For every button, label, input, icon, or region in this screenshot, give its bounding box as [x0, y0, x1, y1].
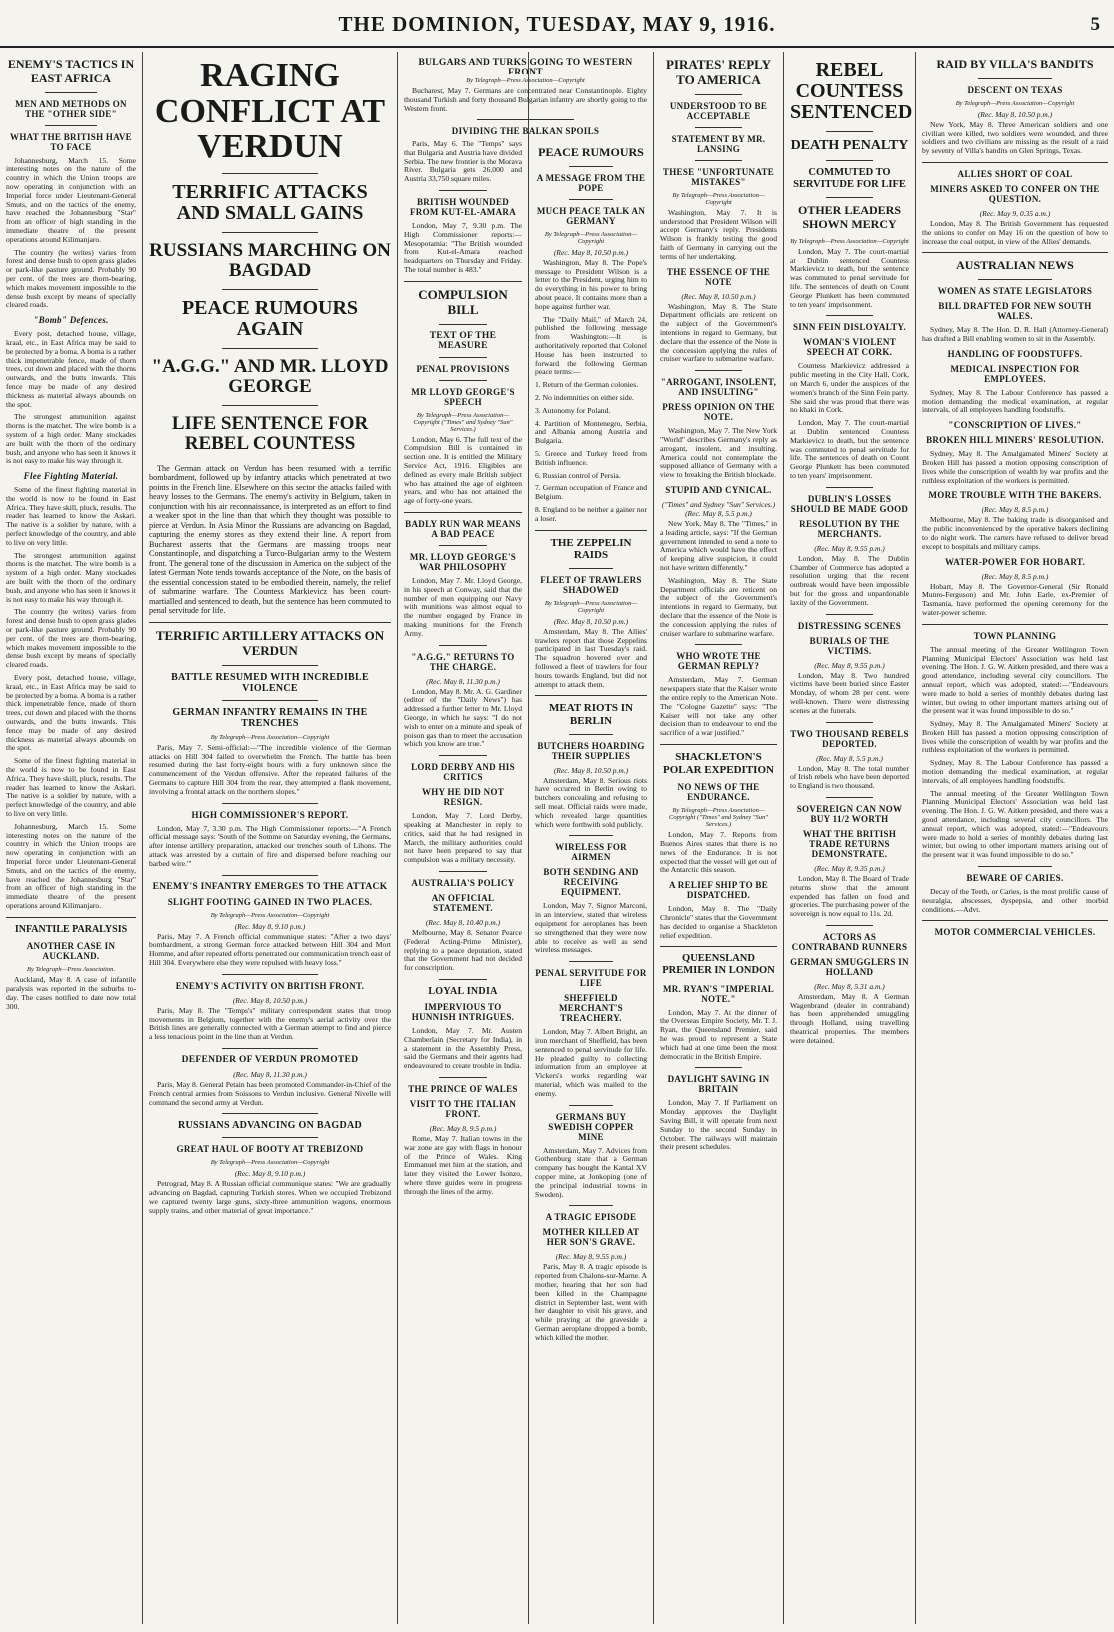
headline: ENEMY'S TACTICS IN EAST AFRICA — [7, 57, 135, 85]
banner-article — [398, 74, 653, 138]
article-text: Hobart, May 8. The Governor-General (Sir Ronald Munro-Ferguson) and Mr. John Earle, ex-Premier of Tasmania, have performed the opening ceremony for the water-power scheme. — [922, 581, 1108, 617]
column-verdun — [143, 52, 397, 1624]
subheadline: AUSTRALIA'S POLICY — [411, 877, 515, 888]
article-text: London, May 7, 3.30 p.m. The High Commissioner reports:—"A French official message says: 'South of the Somme on Saturday evening, the Germans, after intense artillery preparation, attacked our trenches south of Lihons. The attack was arrested by a curtain of fire and dispersed before reaching our barbed wire.'" — [149, 823, 391, 868]
subheadline: BRITISH WOUNDED FROM KUT-EL-AMARA — [409, 196, 516, 217]
subheadline: BEWARE OF CARIES. — [966, 873, 1064, 884]
article-text: London, May 7. Reports from Buenos Aires states that there is no news of the Endurance. It is not expected that the vessel will get out of the Antarctic this season. — [660, 830, 777, 875]
received-date: (Rec. May 8, 5.5 p.m.) — [816, 753, 883, 763]
article-text: Amsterdam, May 8. A German Wagenbrand (dealer in contraband) has been apprehended smuggling through Holland, using travelling theatrical properties. The members were detained. — [790, 991, 909, 1045]
divider — [222, 803, 319, 804]
credit-line: By Telegraph—Press Association—Copyright — [544, 230, 638, 245]
subheadline: MOTOR COMMERCIAL VEHICLES. — [934, 927, 1096, 938]
subheadline: FLEET OF TRAWLERS SHADOWED — [540, 574, 642, 595]
divider — [695, 127, 742, 128]
subheadline: PRESS OPINION ON THE NOTE. — [662, 402, 775, 423]
divider — [222, 405, 319, 406]
column-pirates-reply — [654, 52, 783, 1624]
divider — [978, 78, 1052, 79]
subheadline: STUPID AND CYNICAL. — [665, 485, 772, 496]
divider — [569, 199, 614, 200]
list-item: 2. No indemnities on either side. — [535, 392, 634, 402]
subheadline: MR. RYAN'S "IMPERIAL NOTE." — [662, 983, 775, 1004]
article-text: The strongest ammunition against thorns is the matchet. The wire bomb is a system of a high order. Many stockades are built with the thorn of the ordinary bush, and anyone who has seen it knows it is not easy to make his way through it. — [6, 412, 136, 466]
subheadline: DAYLIGHT SAVING IN BRITAIN — [667, 1074, 770, 1095]
subheadline: PENAL SERVITUDE FOR LIFE — [535, 968, 647, 989]
divider — [826, 315, 874, 316]
page-number: 5 — [1090, 14, 1100, 35]
article-text: Sydney, May 8. The Amalgamated Miners' Society at Broken Hill has passed a motion opposing conscription of lives while the conscription of wealth by war profits and the ruthless exploitation of the workers is permitted. — [922, 449, 1108, 485]
divider — [695, 94, 742, 95]
subheadline: GERMAN SMUGGLERS IN HOLLAND — [790, 956, 909, 977]
headline: AUSTRALIAN NEWS — [956, 258, 1074, 273]
received-date: (Rec. May 8, 8.5 p.m.) — [981, 505, 1049, 515]
article-text: London, May 8. The Board of Trade returns show that the amount expended has fallen on food and groceries. The purchasing power of the sovereign is now equal to 11s. 2d. — [790, 873, 909, 919]
divider — [149, 622, 391, 623]
article-text: Amsterdam, May 7. German newspapers state that the Kaiser wrote the entire reply to the American Note. The "Cologne Gazette" says: "The Kaiser will not take any other decision than to endeavour to end the sacrifice of a war justified." — [660, 675, 777, 738]
divider — [569, 961, 614, 962]
divider — [695, 1067, 742, 1068]
divider — [826, 797, 874, 798]
subheadline: ACTORS AS CONTRABAND RUNNERS — [791, 931, 908, 952]
article-text: Melbourne, May 8. Senator Pearce (Federal Acting-Prime Minister), replying to a peace deputation, stated that the Government had not decided for conscription. — [404, 927, 522, 973]
subheadline: RUSSIANS ADVANCING ON BAGDAD — [177, 1120, 363, 1132]
article-text: Washington, May 8. The State Department officials are reticent on the subject of the Government's intentions in regard to Germany, but declare that the essence of the Note is the concession applying the rules of cruiser warfare to submarine warfare. — [660, 301, 777, 364]
article-text: Paris, May 8. The "Temps's" military correspondent states that troop movements in Belgium, together with the enemy's aerial activity over the British lines are generally connected with a German attempt to find and pierce a less tenacious point in the line than at Verdun. — [149, 1005, 391, 1042]
article-text: Auckland, May 8. A case of infantile paralysis was reported in the suburbs to-day. The cases notified to date now total 300. — [6, 975, 136, 1011]
subheadline: GERMAN INFANTRY REMAINS IN THE TRENCHES — [172, 706, 368, 729]
credit-line: By Telegraph—Press Association—Copyright ("Times" and Sydney "Sun" Services.) — [668, 807, 769, 829]
received-date: (Rec. May 8, 9.10 p.m.) — [234, 1169, 306, 1179]
subheadline: THESE "UNFORTUNATE MISTAKES" — [662, 166, 775, 187]
article-text: The country (he writes) varies from forest and dense bush to open grass glades or park-like pasture ground. Probably 90 per cent. of the trees are thorn-bearing, which makes movement impossible to the dense bush except by means of specially cleared roads. — [6, 607, 136, 670]
subheadline: MUCH PEACE TALK AN GERMANY — [536, 205, 646, 226]
headline: LIFE SENTENCE FOR REBEL COUNTESS — [171, 412, 369, 454]
credit-line: By Telegraph—Press Association—Copyright — [790, 237, 909, 245]
subheadline: ENEMY'S INFANTRY EMERGES TO THE ATTACK — [152, 881, 388, 892]
article-text: London, May 8. The "Daily Chronicle" states that the Government has decided to organise a Shackleton relief expedition. — [660, 904, 777, 940]
divider — [439, 755, 486, 756]
received-date: (Rec. May 9, 0.35 a.m.) — [979, 208, 1051, 218]
subheadline: STATEMENT BY MR. LANSING — [671, 133, 766, 154]
divider — [222, 700, 319, 701]
divider — [222, 173, 319, 174]
received-date: (Rec. May 8, 11.30 p.m.) — [426, 676, 500, 686]
masthead-title: THE DOMINION, TUESDAY, MAY 9, 1916. — [338, 12, 776, 36]
article-text: Washington, May 7. The New York "World" describes Germany's reply as arrogant, insolent, and insulting. America could not contemplate the supposed alliance of Germany with a view to breaking the British blockade. — [660, 426, 777, 480]
received-date: ("Times" and Sydney "Sun" Services.) (Rec. May 8, 5.5 p.m.) — [661, 500, 776, 519]
subheadline: WATER-POWER FOR HOBART. — [944, 556, 1085, 567]
subheadline: BOTH SENDING AND RECEIVING EQUIPMENT. — [543, 867, 639, 898]
headline: RAID BY VILLA'S BANDITS — [936, 57, 1094, 71]
article-text: London, May 7. Albert Bright, an iron merchant of Sheffield, has been sentenced to penal servitude for life. He pleaded guilty to collecting information from an employee at Vickers's works regarding war material, which was mailed to the enemy. — [535, 1027, 647, 1098]
credit-line: By Telegraph—Press Association—Copyright — [210, 733, 330, 741]
article-text: London, May 8. The Dublin Chamber of Commerce has adopted a resolution urging that the recent outbreak would have been impossible but for the gross and unpardonable laxity of the Government. — [790, 553, 909, 607]
received-date: (Rec. May 8, 10.50 p.m.) — [553, 616, 629, 626]
headline: THE ZEPPELIN RAIDS — [550, 536, 632, 562]
subheadline: TEXT OF THE MEASURE — [429, 330, 497, 351]
subheadline: RESOLUTION BY THE MERCHANTS. — [799, 518, 900, 539]
subheadline: WHAT THE BRITISH HAVE TO FACE — [10, 131, 132, 152]
subheadline: THE ESSENCE OF THE NOTE — [666, 266, 771, 287]
divider — [922, 252, 1108, 253]
subheadline: PENAL PROVISIONS — [416, 363, 510, 374]
article-text: Paris, May 8. General Petain has been promoted Commander-in-Chief of the French central armies from Soissons to Verdun inclusive. General Nivelle will command the second army at Verdun. — [149, 1079, 391, 1107]
subheadline: A RELIEF SHIP TO BE DISPATCHED. — [668, 880, 769, 901]
received-date: (Rec. May 8, 10.50 p.m.) — [232, 995, 308, 1005]
subheadline: MEN AND METHODS ON THE "OTHER SIDE" — [15, 98, 127, 119]
headline: TERRIFIC ATTACKS AND SMALL GAINS — [172, 181, 368, 225]
headline: PEACE RUMOURS — [538, 145, 644, 159]
column-east-africa — [0, 52, 142, 1624]
list-item: 4. Partition of Montenegro, Serbia, and Albania among Austria and Bulgaria. — [535, 418, 647, 446]
article-text: Rome, May 7. Italian towns in the war zone are gay with flags in honour of the Prince of Wales. King Emmanuel met him at the station, and later they visited the Lower Isonzo, where three guides were in progress through the lines of the army. — [404, 1133, 522, 1196]
divider — [477, 119, 574, 120]
subheadline: THE PRINCE OF WALES — [408, 1083, 518, 1094]
article-text: Sydney, May 8. The Amalgamated Miners' Society at Broken Hill has passed a motion opposing conscription of lives while the conscription of wealth by war profits and the ruthless exploitation of the workers is permitted. — [922, 719, 1108, 755]
subheadline: BROKEN HILL MINERS' RESOLUTION. — [926, 435, 1104, 446]
divider — [222, 665, 319, 666]
masthead — [0, 0, 1114, 48]
article-text: New York, May 8. The "Times," in a leading article, says: "If the German government intended to send a note to America which would have the effect of keeping alive suspicion, it could not have written differently." — [660, 519, 777, 572]
divider — [660, 946, 777, 947]
subheadline: BILL DRAFTED FOR NEW SOUTH WALES. — [938, 301, 1092, 322]
article-text: London, May 7. Signor Marconi, in an interview, stated that wireless equipment for aeroplanes has been so strengthened that they were now able to receive as well as send wireless messages. — [535, 901, 647, 955]
article-text: London, May 7. Mr. Lloyd George, in his speech at Conway, said that the number of men equipping our Navy with munitions was almost equal to the number engaged by France in making munitions for the French Army. — [404, 576, 522, 638]
divider — [535, 530, 647, 531]
divider — [404, 281, 522, 282]
list-item: 8. England to be neither a gainer nor a loser. — [535, 504, 647, 523]
received-date: (Rec. May 8, 9.35 p.m.) — [814, 863, 885, 873]
list-item: 7. German occupation of France and Belgium. — [535, 483, 647, 502]
divider — [826, 160, 874, 161]
article-text: Amsterdam, May 8. The Allies' trawlers report that those Zeppelins participated in last Tuesday's raid. The squadron hovered over and followed a fleet of trawlers for four hours towards England, but did not attempt to attack them. — [535, 626, 647, 689]
subheadline: VISIT TO THE ITALIAN FRONT. — [409, 1098, 517, 1119]
advertisement-text: Decay of the Teeth, or Caries, is the most prolific cause of neuralgia, abscesses, dyspepsia, and other morbid conditions.—Advt. — [922, 887, 1108, 914]
divider — [826, 131, 874, 132]
article-text: Paris, May 8. A tragic episode is reported from Chalons-sur-Marne. A mother, hearing that her son had been killed in the Champagne district in September last, went with her daughter to visit his grave, and while praying at the graveside a German aeroplane dropped a bomb, which killed the mother. — [535, 1262, 647, 1342]
subheadline: ANOTHER CASE IN AUCKLAND. — [26, 941, 116, 962]
divider — [222, 1048, 319, 1049]
divider — [439, 380, 486, 381]
subheadline: BATTLE RESUMED WITH INCREDIBLE VIOLENCE — [171, 671, 369, 694]
subheadline: SINN FEIN DISLOYALTY. — [792, 322, 907, 333]
subheadline: SLIGHT FOOTING GAINED IN TWO PLACES. — [167, 896, 373, 907]
credit-line: By Telegraph—Press Association—Copyright — [210, 1159, 330, 1167]
article-text: The annual meeting of the Greater Wellington Town Planning Municipal Electors' Association was held last evening. The Hon. J. G. W. Aitken presided, and there was a good attendance, including several city councillors. The annual report, which was adopted, stated:—"Endeavours were made to hold a series of monthly debates during last winter, but owing to other important matters arising out of the present war it was found impossible to do so." — [922, 644, 1108, 716]
article-text: Paris, May 7. Semi-official:—"The incredible violence of the German attacks on Hill 304 failed to overwhelm the French. The battle has been resumed during the last forty-eight hours with a fury unknown since the commencement of the Verdun offensive. After the repeated failures of the Germans to capture Hill 304 from the rear, they attempted a flank movement, involving a frontal attack on the northern slopes." — [149, 742, 391, 796]
subheadline: WOMAN'S VIOLENT SPEECH AT CORK. — [802, 337, 897, 358]
divider — [569, 1205, 614, 1206]
subheadline: DUBLIN'S LOSSES SHOULD BE MADE GOOD — [790, 493, 909, 514]
article-text: London, May 7. The court-martial at Dublin sentenced Countess Markievicz to death, but the sentence was commuted to penal servitude for life. The sentences of death on Count George Plunkett has been commuted to ten years' imprisonment. — [790, 418, 909, 480]
article-text: The country (he writes) varies from forest and dense bush to open grass glades or park-like pasture ground. Probably 90 per cent. of the trees are thorn-bearing, which makes movement impossible to the dense bush except by means of specially cleared roads. — [6, 247, 136, 310]
divider — [535, 695, 647, 696]
headline: TERRIFIC ARTILLERY ATTACKS ON VERDUN — [155, 627, 385, 658]
article-text: The "Daily Mail," of March 24, published the following message from Washington:—It is authoritatively reported that Colonel House has been instructed to forward the following German peace terms:— — [535, 314, 647, 377]
subheadline: DESCENT ON TEXAS — [967, 84, 1063, 95]
divider — [222, 1137, 319, 1138]
subheadline: SHEFFIELD MERCHANT'S TREACHERY. — [558, 993, 623, 1024]
received-date: (Rec. May 8, 9.55 p.m.) — [814, 543, 885, 553]
subheadline: ENEMY'S ACTIVITY ON BRITISH FRONT. — [175, 980, 365, 991]
subheadline: MR. LLOYD GEORGE'S WAR PHILOSOPHY — [409, 552, 517, 573]
article-text: London, May 7. Mr. Austen Chamberlain (Secretary for India), in a statement in the Assembly Press, said the Germans and their agents had endeavoured to create trouble in India. — [404, 1025, 522, 1071]
article-text: The annual meeting of the Greater Wellington Town Planning Municipal Electors' Association was held last evening. The Hon. J. G. W. Aitken presided, and there was a good attendance, including several city councillors. The annual report, which was adopted, stated:—"Endeavours were made to hold a series of monthly debates during last winter, but owing to other important matters arising out of the present war it was found impossible to do so." — [922, 788, 1108, 860]
credit-line: By Telegraph—Press Association—Copyright — [210, 911, 330, 919]
headline: RUSSIANS MARCHING ON BAGDAD — [149, 240, 391, 281]
section-subhead: Flee Fighting Material. — [23, 471, 119, 482]
headline: COMMUTED TO SERVITUDE FOR LIFE — [793, 167, 906, 191]
article-text: Paris, May 6. The "Temps" says that Bulgaria and Austria have divided Serbia. The new frontier is the Morava River. Bulgaria gets 26,000 and Austria 33,750 square miles. — [404, 140, 522, 184]
article-text: Melbourne, May 8. The baking trade is disorganised and the public inconvenienced by the operative bakers declining to do night work. The carters have refused to deliver bread except to hospitals and military camps. — [922, 515, 1108, 551]
subheadline: TWO THOUSAND REBELS DEPORTED. — [790, 728, 909, 749]
divider — [569, 734, 614, 735]
divider — [45, 92, 97, 93]
subheadline: ALLIES SHORT OF COAL — [957, 168, 1073, 179]
divider — [439, 979, 486, 980]
subheadline: "A.G.G." RETURNS TO THE CHARGE. — [411, 651, 515, 672]
subheadline: WHAT THE BRITISH TRADE RETURNS DEMONSTRATE. — [802, 828, 897, 859]
divider — [569, 568, 614, 569]
article-text: Sydney, May 8. The Labour Conference has passed a motion demanding the medical examination, at regular intervals, of all employees handling foodstuffs. — [922, 758, 1108, 785]
list-item: 6. Russian control of Persia. — [535, 470, 621, 480]
divider — [826, 614, 874, 615]
headline: DEATH PENALTY — [790, 138, 909, 153]
banner-block — [398, 52, 653, 74]
received-date: (Rec. May 8, 9.5 p.m.) — [429, 1123, 497, 1133]
divider — [439, 357, 486, 358]
banner-headline: BULGARS AND TURKS GOING TO WESTERN FRONT — [418, 58, 633, 74]
credit-line: By Telegraph—Press Association—Copyright — [672, 191, 765, 206]
received-date: (Rec. May 8, 9.55 p.m.) — [555, 1252, 627, 1262]
article-text: London, May 7. If Parliament on Monday approves the Daylight Saving Bill, it will operate from next Sunday to the second Sunday in October. The railways will maintain their present schedules. — [660, 1098, 777, 1152]
received-date: (Rec. May 8, 10.40 p.m.) — [425, 917, 501, 927]
subheadline: LOYAL INDIA — [428, 985, 498, 997]
subheadline: WOMEN AS STATE LEGISLATORS — [937, 286, 1093, 297]
list-item: 5. Greece and Turkey freed from British influence. — [535, 448, 647, 467]
article-text: Johannesburg, March 15. Some interesting notes on the nature of the country in which the Union troops are now operating in conjunction with an Imperial force under Lieutenant-General Smuts, and on the tactics of the enemy, have reached the Johannesburg "Star" from an officer of high standing in the immediate theatre of the present operations around Kilimanjaro. — [6, 821, 136, 910]
article-text: Amsterdam, May 7. Advices from Gothenburg state that a German company has bought the Kantal XV copper mine, at Jonkoping (one of the principal industrial towns in Sweden). — [535, 1145, 647, 1199]
divider — [439, 1077, 486, 1078]
received-date: (Rec. May 8, 8.5 p.m.) — [981, 571, 1049, 581]
subheadline: SOVEREIGN CAN NOW BUY 11/2 WORTH — [796, 803, 903, 824]
divider — [45, 125, 97, 126]
article-text: Washington, May 8. The State Department officials are reticent on the subject of the Government's intentions in regard to Germany, but declare that the essence of the Note is the concession applying the rules of cruiser warfare to submarine warfare. — [660, 575, 777, 638]
divider — [695, 644, 742, 645]
headline: COMPULSION BILL — [418, 286, 508, 317]
received-date: (Rec. May 8, 5.31 a.m.) — [814, 981, 885, 991]
divider — [439, 545, 486, 546]
article-text: Some of the finest fighting material in the world is now to be found in East Africa. They have skill, pluck, results. The reader has learned to know the Askari. The native is a soldier by nature, with a perfect knowledge of the country, and able to live on very little. — [6, 485, 136, 547]
headline: INFANTILE PARALYSIS — [14, 923, 128, 935]
article-text: Countess Markievicz addressed a public meeting in the City Hall, Cork, on March 6, under the auspices of the women's branch of the Sinn Fein party. She said she was proud that there was no khaki in Cork. — [790, 361, 909, 415]
article-text: London, May 8. The British Government has requested the unions to confer on May 16 on the question of how to increase the coal output, in view of the Allies' demands. — [922, 218, 1108, 246]
headline: MEAT RIOTS IN BERLIN — [549, 702, 633, 728]
subheadline: A MESSAGE FROM THE POPE — [536, 172, 646, 193]
article-text: London, May 7. At the dinner of the Overseas Empire Society, Mr. T. J. Ryan, the Queensland Premier, said he was proud to represent a State which had at one time been the most democratic in the British Empire. — [660, 1007, 777, 1061]
subheadline: MORE TROUBLE WITH THE BAKERS. — [928, 490, 1102, 501]
subheadline: WIRELESS FOR AIRMEN — [555, 842, 627, 863]
received-date: (Rec. May 8, 10.50 p.m.) — [553, 247, 629, 257]
article-text: London, May 7. The court-martial at Dublin sentenced Countess Markievicz to death, but the sentence was commuted to penal servitude for life. The sentences of death on Count George Plunkett has been commuted to ten years' imprisonment. — [790, 246, 909, 309]
divider — [922, 920, 1108, 921]
subheadline: HANDLING OF FOODSTUFFS. — [947, 348, 1083, 359]
divider — [826, 197, 874, 198]
divider — [222, 875, 319, 876]
article-text: Sydney, May 8. The Hon. D. R. Hall (Attorney-General) has drafted a Bill enabling women to sit in the Assembly. — [922, 325, 1108, 343]
divider — [439, 645, 486, 646]
subheadline: DIVIDING THE BALKAN SPOILS — [451, 126, 600, 137]
subheadline: LORD DERBY AND HIS CRITICS — [411, 762, 515, 783]
divider — [922, 624, 1108, 625]
subheadline: TOWN PLANNING — [973, 630, 1057, 641]
article-text: Sydney, May 8. The Labour Conference has passed a motion demanding the medical examination, at regular intervals, of all employees handling foodstuffs. — [922, 387, 1108, 415]
divider — [660, 744, 777, 745]
received-date: (Rec. May 8, 10.50 p.m.) — [977, 109, 1053, 119]
article-text: Every post, detached house, village, kraal, etc., in East Africa may be said to be protected by a boma. A boma is a rather thick impenetrable fence, made of thorn trees, cut down and placed with the thorns outwards, and the butts inwards. This fence may be made of any desired thickness as material always abounds on the spot. — [6, 329, 136, 409]
received-date: (Rec. May 8, 10.50 p.m.) — [553, 765, 629, 775]
article-text: London, May 8. Mr. A. G. Gardiner (editor of the "Daily News") has addressed a further letter to Mr. Lloyd George, in which he says: "I do not wish to enter on a minute and speak of poison gas than to meet the accusation which you know are true." — [404, 686, 522, 749]
column-villa-raid — [916, 52, 1114, 1624]
subheadline: WHO WROTE THE GERMAN REPLY? — [676, 651, 761, 672]
subheadline: A TRAGIC EPISODE — [545, 1212, 637, 1223]
article-text: Bucharest, May 7. Germans are concentrated near Constantinople. Eighty thousand Turkish and forty thousand Bulgarian infantry are shortly going to the Western front. — [404, 86, 647, 113]
credit-line: By Telegraph—Press Association. — [26, 966, 116, 974]
article-text: Washington, May 7. It is understood that President Wilson will accept Germany's reply. Presidents Wilson is frankly testing the good faith of Germany in carrying out the terms of her undertaking. — [660, 207, 777, 261]
subheadline: DISTRESSING SCENES — [797, 620, 902, 631]
divider — [569, 1105, 614, 1106]
article-text: Johannesburg, March 15. Some interesting notes on the nature of the country in which the Union troops are now operating in conjunction with an Imperial force under Lieutenant-General Smuts, and on the tactics of the enemy, have reached the Johannesburg "Star" from an officer of high standing in the immediate theatre of the present operations around Kilimanjaro. — [6, 155, 136, 244]
subheadline: MEDICAL INSPECTION FOR EMPLOYEES. — [950, 363, 1080, 384]
article-text: Some of the finest fighting material in the world is now to be found in East Africa. They have skill, pluck, results. The reader has learned to know the Askari. The native is a soldier by nature, with a perfect knowledge of the country, and able to live on very little. — [6, 756, 136, 818]
subheadline: IMPERVIOUS TO HUNNISH INTRIGUES. — [411, 1001, 515, 1022]
divider — [978, 866, 1052, 867]
subheadline: AN OFFICIAL STATEMENT. — [431, 892, 495, 913]
received-date: (Rec. May 8, 11.30 p.m.) — [233, 1069, 307, 1079]
divider — [826, 722, 874, 723]
subheadline: "ARROGANT, INSOLENT, AND INSULTING" — [660, 377, 777, 398]
subheadline: GERMANS BUY SWEDISH COPPER MINE — [548, 1111, 634, 1142]
article-text: London, May 6. The full text of the Compulsion Bill is contained in section one. It is entitled the Military Service Act, 1916. Eligibles are defined as every male British subject who has attained the age of eighteen years, and who has not attained the age of forty-one years. — [404, 434, 522, 506]
headline: QUEENSLAND PREMIER IN LONDON — [662, 953, 775, 977]
article-text: Paris, May 7. A French official communique states: "After a two days' bombardment, a strong German force attacked between Hill 304 and Mort Homme, and after repeated efforts penetrated our communication trench east of Hill 304. Everywhere else they were repulsed with heavy loss." — [149, 931, 391, 967]
article-text: Washington, May 8. The Pope's message to President Wilson is a letter to the President, urging him to do everything in his power to bring about peace. It contains more than a hope against further war. — [535, 257, 647, 311]
divider — [978, 279, 1052, 280]
headline: PIRATES' REPLY TO AMERICA — [665, 57, 772, 87]
headline: SHACKLETON'S POLAR EXPEDITION — [663, 750, 774, 776]
news-summary: The German attack on Verdun has been resumed with a terrific bombardment, followed up by infantry attacks which penetrated at two points in the French line. Elsewhere on this sector the attacks failed with heavy losses to the Germans. The enemy's activity in Belgium, taken in conjunction with his air reconnaissance, is interpreted as an effort to find a weaker spot in the line than that which they thought was possible to pierce at Verdun. In Asia Minor the Russians are advancing on Bagdad, capturing the enemy stores as they extend their line. A report from Bucharest asserts that the Germans are massing troops near Constantinople, and dispatching a Turco-Bulgarian army to the Western front. The general tone of the discussion in America on the subject of the latest German Note tends towards acceptance of the Note, on the basis of the essential concession stated to be embodied therein, namely, the relief of submarine warfare. The Countess Markievicz has been court-martialled and sentenced to death, but the sentence has been commuted to penal servitude for life. — [149, 463, 391, 616]
received-date: (Rec. May 8, 9.55 p.m.) — [814, 660, 885, 670]
subheadline: WHY HE DID NOT RESIGN. — [421, 787, 505, 808]
subheadline: HIGH COMMISSIONER'S REPORT. — [191, 809, 349, 820]
article-text: Amsterdam, May 8. Serious riots have occurred in Berlin owing to butchers concealing and refusing to sell meat. Official raids were made, which revealed large quantities which were forthwith sold publicly. — [535, 775, 647, 829]
divider — [222, 289, 319, 290]
article-text: London, May 7, 9.30 p.m. The High Commissioner reports:—Mesopotamia: "The British wounded from Kut-el-Amara reached headquarters on Thursday and Friday. The total number is 483." — [404, 220, 522, 274]
list-item: 3. Autonomy for Poland. — [535, 405, 611, 415]
subheadline: GREAT HAUL OF BOOTY AT TREBIZOND — [176, 1144, 364, 1155]
divider — [439, 324, 486, 325]
subheadline: MR LLOYD GEORGE'S SPEECH — [411, 386, 515, 407]
headline: OTHER LEADERS SHOWN MERCY — [797, 203, 902, 232]
headline: REBEL COUNTESS SENTENCED — [790, 59, 913, 123]
article-text: Petrograd, May 8. A Russian official communique states: "We are gradually advancing on Bagdad, capturing Turkish stores. When we occupied Trebizond we captured twenty large guns, sixty-three ammunition wagons, enormous supply trains, and other material of great importance." — [149, 1179, 391, 1215]
subheadline: MOTHER KILLED AT HER SON'S GRAVE. — [542, 1227, 640, 1248]
section-subhead: "Bomb" Defences. — [33, 315, 109, 326]
article-text: New York, May 8. Three American soldiers and one civilian were killed, two soldiers were wounded, and three soldiers and two civilians are missing as the result of a raid by seventy of Villa's bandits on Glen Springs, Texas. — [922, 119, 1108, 156]
credit-line: By Telegraph—Press Association—Copyright — [544, 599, 638, 614]
column-rebel-countess — [784, 52, 915, 1624]
divider — [439, 190, 486, 191]
received-date: (Rec. May 8, 9.10 p.m.) — [234, 921, 306, 931]
divider — [826, 487, 874, 488]
divider — [222, 348, 319, 349]
subheadline: "CONSCRIPTION OF LIVES." — [948, 420, 1082, 431]
subheadline: BUTCHERS HOARDING THEIR SUPPLIES — [537, 740, 645, 761]
divider — [222, 232, 319, 233]
subheadline: DEFENDER OF VERDUN PROMOTED — [181, 1054, 359, 1065]
column-peace-rumours — [529, 140, 653, 1624]
credit-line: By Telegraph—Press Association—Copyright — [466, 77, 585, 84]
article-text: London, May 8. Two hundred victims have been buried since Easter Monday, of whom 28 per cent. were well-known. There were distressing scenes at the funerals. — [790, 670, 909, 715]
divider — [404, 512, 522, 513]
divider — [695, 160, 742, 161]
divider — [826, 925, 874, 926]
article-text: Every post, detached house, village, kraal, etc., in East Africa may be said to be protected by a boma. A boma is a rather thick impenetrable fence, made of thorn trees, cut down and placed with the thorns outwards, and the butts inwards. This fence may be made of any desired thickness as material always abounds on the spot. — [6, 673, 136, 753]
list-item: 1. Return of the German colonies. — [535, 380, 639, 390]
divider — [922, 162, 1108, 163]
subheadline: NO NEWS OF THE ENDURANCE. — [677, 782, 760, 803]
article-text: London, May 8. The total number of Irish rebels who have been deported to England is two thousand. — [790, 763, 909, 791]
credit-line: By Telegraph—Press Association—Copyright — [955, 99, 1075, 107]
divider — [569, 166, 614, 167]
divider — [222, 974, 319, 975]
article-text: The strongest ammunition against thorns is the matchet. The wire bomb is a system of a high order. Many stockades are built with the thorn of the ordinary bush, and anyone who has seen it knows it is not easy to make his way through it. — [6, 550, 136, 604]
article-text: London, May 7. Lord Derby, speaking at Manchester in reply to critics, said that he had resigned in March, the military authorities could not have been prepared to say that compulsion was a military necessity. — [404, 811, 522, 865]
column-compulsion — [398, 140, 528, 1624]
received-date: (Rec. May 8, 10.50 p.m.) — [681, 291, 756, 301]
divider — [439, 871, 486, 872]
credit-line: By Telegraph—Press Association—Copyright ("Times" and Sydney "Sun" Services.) — [413, 411, 513, 433]
divider — [222, 1113, 319, 1114]
subheadline: MINERS ASKED TO CONFER ON THE QUESTION. — [930, 183, 1100, 204]
subheadline: BADLY RUN WAR MEANS A BAD PEACE — [405, 519, 521, 540]
divider — [695, 370, 742, 371]
subheadline: UNDERSTOOD TO BE ACCEPTABLE — [669, 100, 768, 121]
divider — [569, 835, 614, 836]
headline: PEACE RUMOURS AGAIN — [181, 296, 359, 340]
lead-headline: RAGING CONFLICT AT VERDUN — [154, 57, 386, 166]
divider — [6, 917, 136, 918]
headline: "A.G.G." AND MR. LLOYD GEORGE — [151, 355, 389, 397]
subheadline: BURIALS OF THE VICTIMS. — [809, 635, 890, 656]
